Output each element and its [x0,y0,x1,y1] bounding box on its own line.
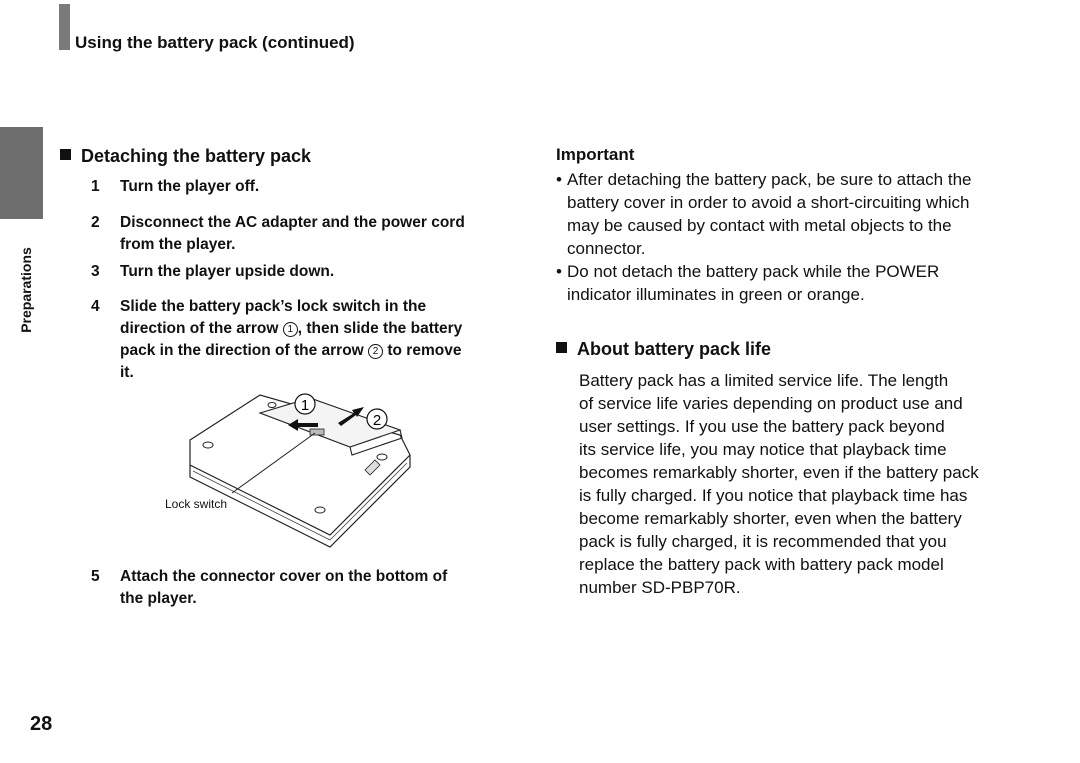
step-text-line: Slide the battery pack’s lock switch in the [120,298,427,315]
step-text-line: it. [120,364,134,381]
step-text-fragment: pack in the direction of the arrow [120,342,364,359]
life-line: of service life varies depending on product use and [579,394,963,413]
life-line: number SD-PBP70R. [579,578,741,597]
step-3 [91,261,521,283]
step-5 [91,566,521,610]
step-text: Turn the player upside down. [120,263,335,280]
step-number: 2 [91,214,100,231]
life-line: its service life, you may notice that playback time [579,440,947,459]
important-line: battery cover in order to avoid a short-circuiting which [567,193,970,212]
section-title-text: Detaching the battery pack [81,146,312,166]
step-2 [91,212,521,256]
life-line: becomes remarkably shorter, even if the battery pack [579,463,979,482]
step-number: 4 [91,298,100,315]
square-bullet-icon [556,342,567,353]
step-number: 5 [91,568,100,585]
step-text-line: Disconnect the AC adapter and the power cord [120,214,465,231]
page-number: 28 [30,713,53,735]
important-line: indicator illuminates in green or orange. [567,285,865,304]
bullet-icon: • [556,170,562,189]
step-1 [91,176,521,198]
circled-number-2-icon: 2 [368,344,383,359]
life-line: replace the battery pack with battery pack model [579,555,944,574]
step-text-line: from the player. [120,236,236,253]
header-bar [59,4,70,50]
side-tab-label: Preparations [18,247,34,333]
step-text-fragment: , then slide the battery [297,320,463,337]
step-text-fragment: to remove [387,342,462,359]
life-line: pack is fully charged, it is recommended that you [579,532,947,551]
marker-1-text: 1 [300,397,310,414]
step-text-fragment: direction of the arrow [120,320,279,337]
life-paragraph [579,369,1049,599]
important-item [556,260,1036,306]
battery-removal-illustration [160,385,420,555]
important-line: may be caused by contact with metal objects to the [567,216,952,235]
step-text-line: Attach the connector cover on the bottom of [120,568,448,585]
important-item [556,168,1036,260]
section-title-life [556,339,771,360]
section-title-text: About battery pack life [577,339,772,359]
important-line: Do not detach the battery pack while the POWER [567,262,940,281]
step-4 [91,296,521,384]
step-text: Turn the player off. [120,178,260,195]
step-number: 1 [91,178,100,195]
lock-switch-label: Lock switch [165,497,228,511]
circled-number-1-icon: 1 [283,322,298,337]
bullet-icon: • [556,262,562,281]
important-line: connector. [567,239,646,258]
step-text-line: the player. [120,590,197,607]
lock-switch [310,429,324,435]
page-header-title: Using the battery pack (continued) [75,33,355,52]
step-number: 3 [91,263,100,280]
life-line: is fully charged. If you notice that playback time has [579,486,968,505]
step-text-line [120,318,462,340]
square-bullet-icon [60,149,71,160]
step-text-line [120,340,461,362]
life-line: become remarkably shorter, even when the battery [579,509,962,528]
life-line: Battery pack has a limited service life. The length [579,371,949,390]
important-heading: Important [556,145,635,164]
important-line: After detaching the battery pack, be sure to attach the [567,170,972,189]
life-line: user settings. If you use the battery pack beyond [579,417,945,436]
marker-2-text: 2 [372,412,382,429]
side-tab [0,127,43,219]
section-title-detaching [60,146,311,167]
